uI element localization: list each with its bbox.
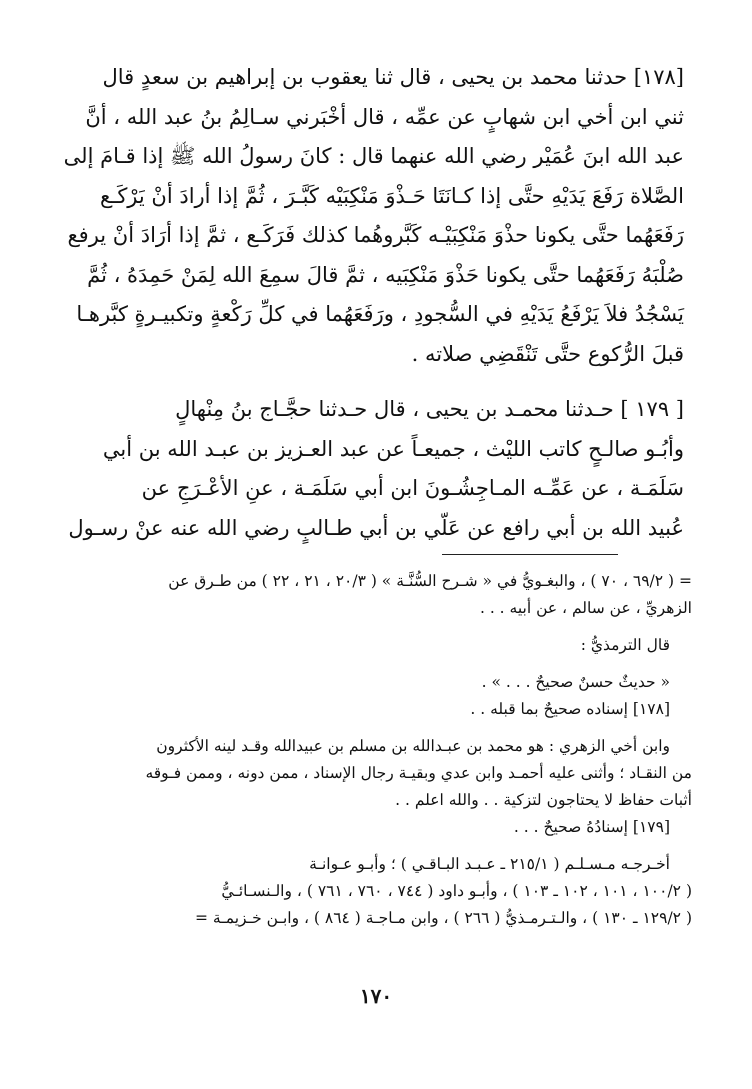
footnote-line: الزهريِّ ، عن سالم ، عن أبيه . . .: [479, 599, 692, 617]
page-number: ١٧٠: [359, 984, 393, 1008]
text-line: وأبُـو صالـحٍ كاتب الليْث ، جميعـاً عن عبد العـزيز بن عبـد الله بن أبي: [102, 436, 684, 461]
footnote-line: أخـرجـه مـسـلـم ( ٢١٥/١ ـ عـبـد البـاقـي ) ؛ وأبـو عـوانـة: [309, 855, 670, 873]
tirmidhi-quote: « حديثٌ حسنٌ صحيحٌ . . . » .: [481, 673, 670, 691]
text-line: يَسْجُدُ فلاَ يَرْفَعُ يَدَيْهِ في السُّجودِ ، ورَفَعَهُما في كلِّ رَكْعةٍ وتكبيـرةٍ كبَّرهـا: [76, 302, 684, 326]
footnote-separator: [442, 554, 618, 555]
tirmidhi-intro: قال الترمذيُّ :: [580, 636, 670, 654]
footnote-line: ( ١٠٠/٢ ، ١٠١ ، ١٠٢ ـ ١٠٣ ) ، وأبـو داود ( ٧٤٤ ، ٧٦٠ ، ٧٦١ ) ، والـنسـائـيُّ: [221, 882, 692, 900]
footnote-continuation: [76, 568, 692, 622]
main-text: [63, 58, 684, 548]
text-line: رَفَعَهُما حتَّى يكونا حذْوَ مَنْكِبَيْـه كَبَّروهُما كذلك فَرَكَـع ، ثمَّ إذا أرَادَ أنْ يرفع: [67, 223, 684, 247]
footnote-line: أثبات حفاظ لا يحتاجون لتزكية . . والله اعلم . .: [395, 791, 692, 809]
hadith-179: [68, 390, 684, 548]
takhrij-note: [76, 851, 692, 932]
text-line: سَلَمَـة ، عن عَمِّـه المـاجِشُـونَ ابن أبي سَلَمَـة ، عنِ الأعْـرَجِ عن: [141, 476, 684, 500]
isnad-note-178: [١٧٨] إسناده صحيحٌ بما قبله . .: [470, 700, 670, 718]
text-line: ثني ابن أخي ابن شهابٍ عن عمِّه ، قال أخْبَرني سـالِمُ بنُ عبد الله ، أنَّ: [85, 104, 684, 129]
text-line: الصَّلاة رَفَعَ يَدَيْهِ حتَّى إذا كـانَتَا حَـذْوَ مَنْكِبَيْه كَبَّـرَ ، ثُمَّ إذا أرادَ أنْ يَرْكَـع: [99, 183, 684, 208]
hadith-178: [63, 58, 684, 374]
footnote-line: = ( ٦٩/٢ ، ٧٠ ) ، والبغـويُّ في « شـرح السُّنَّـة » ( ٢٠/٣ ، ٢١ ، ٢٢ ) من طـرق عن: [168, 572, 692, 590]
text-line: عبد الله ابنَ عُمَيْر رضي الله عنهما قال : كانَ رسولُ الله ﷺ إذا قـامَ إلى: [63, 144, 684, 168]
footnote-line: وابن أخي الزهري : هو محمد بن عبـدالله بن مسلم بن عبيدالله وقـد لينه الأكثرون: [156, 737, 670, 755]
zuhri-note: [76, 733, 692, 814]
text-line: [ ١٧٩ ] حـدثنا محمـد بن يحيى ، قال حـدثنا حجَّـاج بنُ مِنْهالٍ: [175, 397, 684, 421]
text-line: عُبيد الله بن أبي رافع عن عَلّي بن أبي طـالبٍ رضي الله عنه عنْ رسـول: [68, 515, 684, 540]
text-line: صُلْبَهُ رَفَعَهُما حتَّى يكونا حَذْوَ مَنْكِبَيه ، ثمَّ قالَ سمِعَ الله لِمَنْ حَمِدَهُ ، ثُمَّ: [87, 262, 684, 287]
text-line: قبلَ الرُّكوع حتَّى تَنْقَضِي صلاته .: [411, 341, 684, 366]
footnotes: [76, 568, 692, 932]
isnad-note-179: [١٧٩] إسنادُهُ صحيحٌ . . .: [513, 818, 670, 836]
text-line: [١٧٨] حدثنا محمد بن يحيى ، قال ثنا يعقوب بن إبراهيم بن سعدٍ قال: [102, 65, 684, 89]
footnote-line: ( ١٢٩/٢ ـ ١٣٠ ) ، والـتـرمـذيُّ ( ٢٦٦ ) ، وابن مـاجـة ( ٨٦٤ ) ، وابـن خـزيمـة =: [194, 909, 692, 927]
footnote-line: من النقـاد ؛ وأثنى عليه أحمـد وابن عدي وبقيـة رجال الإسناد ، ممن دونه ، وممن فـوقه: [145, 764, 692, 782]
